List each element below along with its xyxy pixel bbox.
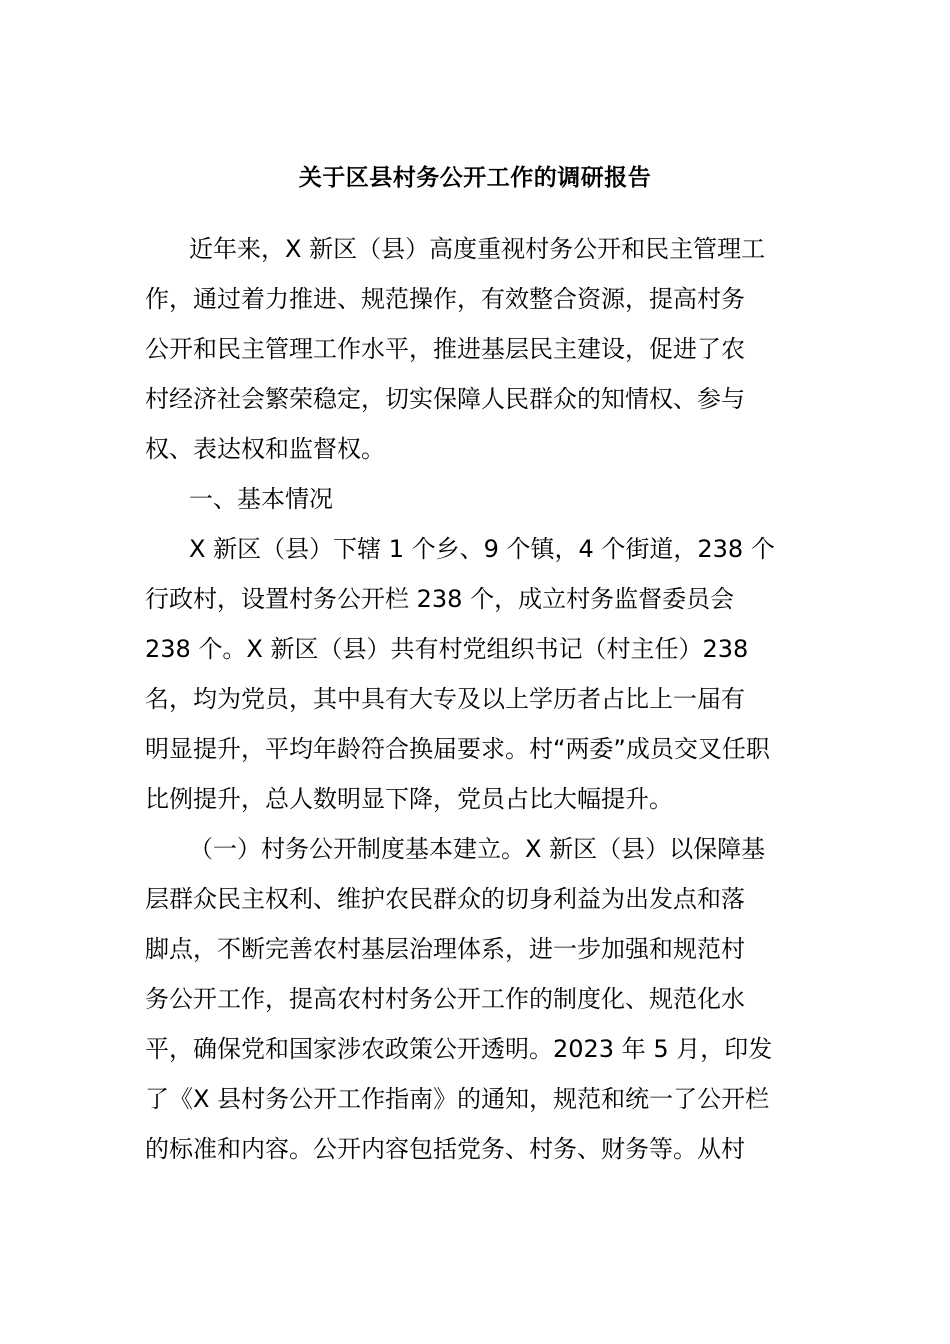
paragraph-line: 村经济社会繁荣稳定，切实保障人民群众的知情权、参与 bbox=[145, 385, 745, 413]
paragraph-line: X 新区（县）下辖 1 个乡、9 个镇，4 个街道，238 个 bbox=[189, 535, 775, 563]
paragraph-line: 作，通过着力推进、规范操作，有效整合资源，提高村务 bbox=[145, 285, 745, 313]
paragraph-line: 层群众民主权利、维护农民群众的切身利益为出发点和落 bbox=[145, 885, 745, 913]
paragraph-line: 脚点，不断完善农村基层治理体系，进一步加强和规范村 bbox=[145, 935, 745, 963]
paragraph-line: 比例提升，总人数明显下降，党员占比大幅提升。 bbox=[145, 785, 673, 813]
paragraph-line: 公开和民主管理工作水平，推进基层民主建设，促进了农 bbox=[145, 335, 745, 363]
paragraph-line: 行政村，设置村务公开栏 238 个，成立村务监督委员会 bbox=[145, 585, 735, 613]
paragraph-line: 的标准和内容。公开内容包括党务、村务、财务等。从村 bbox=[145, 1135, 745, 1163]
paragraph-line: 平，确保党和国家涉农政策公开透明。2023 年 5 月，印发 bbox=[145, 1035, 773, 1063]
paragraph-line: 名，均为党员，其中具有大专及以上学历者占比上一届有 bbox=[145, 685, 745, 713]
paragraph-line: 近年来，X 新区（县）高度重视村务公开和民主管理工 bbox=[189, 235, 766, 263]
paragraph-line: 明显提升，平均年龄符合换届要求。村“两委”成员交叉任职 bbox=[145, 735, 770, 763]
paragraph-line: 了《X 县村务公开工作指南》的通知，规范和统一了公开栏 bbox=[145, 1085, 770, 1113]
section-heading: 一、基本情况 bbox=[189, 485, 333, 513]
paragraph-line: 权、表达权和监督权。 bbox=[145, 435, 385, 463]
paragraph-line: 务公开工作，提高农村村务公开工作的制度化、规范化水 bbox=[145, 985, 745, 1013]
document-title: 关于区县村务公开工作的调研报告 bbox=[298, 165, 652, 191]
paragraph-line: （一）村务公开制度基本建立。X 新区（县）以保障基 bbox=[189, 835, 766, 863]
paragraph-line: 238 个。X 新区（县）共有村党组织书记（村主任）238 bbox=[145, 635, 749, 663]
